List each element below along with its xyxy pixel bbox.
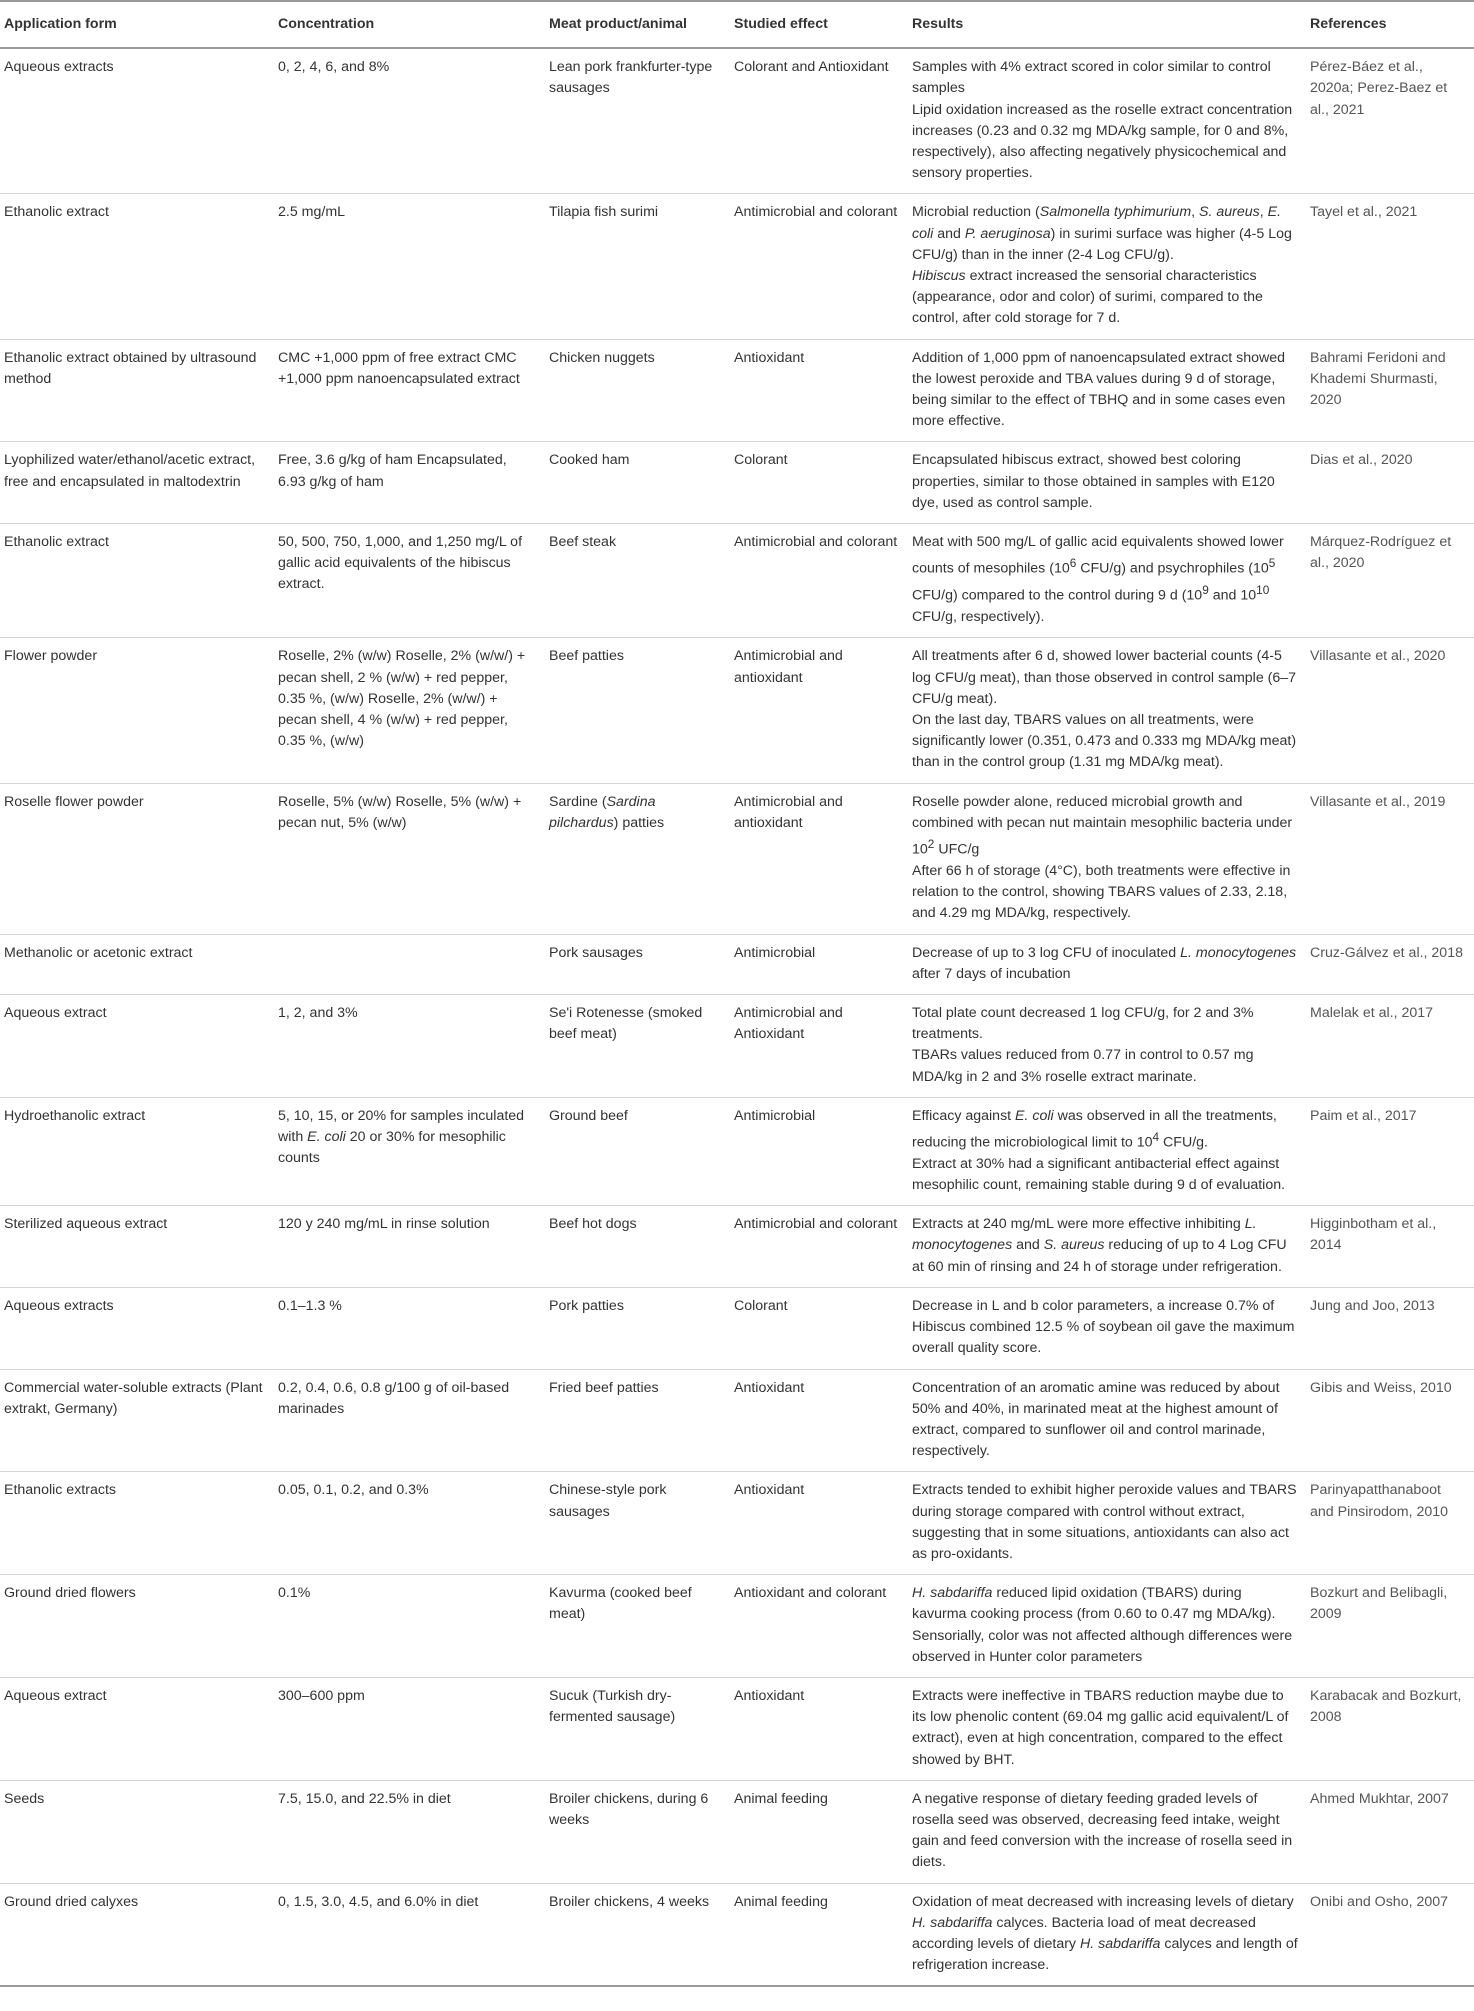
cell-meat-product: Broiler chickens, during 6 weeks: [545, 1780, 730, 1883]
cell-concentration: 0.2, 0.4, 0.6, 0.8 g/100 g of oil-based marinades: [274, 1369, 545, 1472]
cell-reference[interactable]: Karabacak and Bozkurt, 2008: [1306, 1677, 1474, 1780]
cell-results: Total plate count decreased 1 log CFU/g, for 2 and 3% treatments. TBARs values reduced from 0.77 in control to 0.57 mg MDA/kg in 2 and 3% roselle extract marinate.: [908, 994, 1306, 1097]
cell-results: Extracts tended to exhibit higher peroxide values and TBARS during storage compared with control without extract, suggesting that in some situations, antioxidants can also act as pro-oxidants.: [908, 1472, 1306, 1575]
cell-studied-effect: Animal feeding: [730, 1780, 908, 1883]
cell-application-form: Ethanolic extracts: [0, 1472, 274, 1575]
cell-reference[interactable]: Jung and Joo, 2013: [1306, 1287, 1474, 1369]
table-row: [0, 1780, 1474, 1883]
cell-results: Concentration of an aromatic amine was reduced by about 50% and 40%, in marinated meat at the highest amount of extract, compared to sunflower oil and control marinade, respectively.: [908, 1369, 1306, 1472]
cell-concentration: Free, 3.6 g/kg of ham Encapsulated, 6.93 g/kg of ham: [274, 442, 545, 524]
cell-application-form: Sterilized aqueous extract: [0, 1206, 274, 1288]
table-body: [0, 48, 1474, 1986]
cell-studied-effect: Antimicrobial: [730, 1097, 908, 1206]
cell-studied-effect: Antimicrobial and colorant: [730, 1206, 908, 1288]
table-row: [0, 194, 1474, 339]
cell-concentration: 5, 10, 15, or 20% for samples inculated with E. coli 20 or 30% for mesophilic counts: [274, 1097, 545, 1206]
cell-results: H. sabdariffa reduced lipid oxidation (TBARS) during kavurma cooking process (from 0.60 to 0.47 mg MDA/kg). Sensorially, color was not affected although differences were observed in Hunter color parameters: [908, 1575, 1306, 1678]
cell-meat-product: Sucuk (Turkish dry-fermented sausage): [545, 1677, 730, 1780]
cell-studied-effect: Animal feeding: [730, 1883, 908, 1986]
cell-reference[interactable]: Cruz-Gálvez et al., 2018: [1306, 934, 1474, 994]
table-row: [0, 1575, 1474, 1678]
cell-results: A negative response of dietary feeding graded levels of rosella seed was observed, decreasing feed intake, weight gain and feed conversion with the increase of rosella seed in diets.: [908, 1780, 1306, 1883]
cell-application-form: Methanolic or acetonic extract: [0, 934, 274, 994]
cell-application-form: Ground dried calyxes: [0, 1883, 274, 1986]
cell-studied-effect: Antioxidant: [730, 339, 908, 442]
cell-reference[interactable]: Paim et al., 2017: [1306, 1097, 1474, 1206]
cell-meat-product: Beef steak: [545, 524, 730, 638]
table-row: [0, 339, 1474, 442]
cell-results: Microbial reduction (Salmonella typhimurium, S. aureus, E. coli and P. aeruginosa) in surimi surface was higher (4-5 Log CFU/g) than in the inner (2-4 Log CFU/g). Hibiscus extract increased the sensorial characteristics (appearance, odor and color) of surimi, compared to the control, after cold storage for 7 d.: [908, 194, 1306, 339]
cell-concentration: 300–600 ppm: [274, 1677, 545, 1780]
table-row: [0, 442, 1474, 524]
cell-concentration: [274, 934, 545, 994]
cell-reference[interactable]: Malelak et al., 2017: [1306, 994, 1474, 1097]
cell-meat-product: Cooked ham: [545, 442, 730, 524]
table-row: [0, 783, 1474, 934]
cell-results: Oxidation of meat decreased with increasing levels of dietary H. sabdariffa calyces. Bacteria load of meat decreased according levels of dietary H. sabdariffa calyces and length of refrigeration increase.: [908, 1883, 1306, 1986]
cell-meat-product: Se'i Rotenesse (smoked beef meat): [545, 994, 730, 1097]
table-row: [0, 1883, 1474, 1986]
cell-concentration: 1, 2, and 3%: [274, 994, 545, 1097]
cell-reference[interactable]: Parinyapatthanaboot and Pinsirodom, 2010: [1306, 1472, 1474, 1575]
cell-studied-effect: Antimicrobial and Antioxidant: [730, 994, 908, 1097]
header-meat-product: Meat product/animal: [545, 1, 730, 48]
cell-meat-product: Sardine (Sardina pilchardus) patties: [545, 783, 730, 934]
header-references: References: [1306, 1, 1474, 48]
cell-studied-effect: Colorant and Antioxidant: [730, 48, 908, 194]
cell-reference[interactable]: Dias et al., 2020: [1306, 442, 1474, 524]
cell-meat-product: Ground beef: [545, 1097, 730, 1206]
cell-results: Samples with 4% extract scored in color similar to control samples Lipid oxidation increased as the roselle extract concentration increases (0.23 and 0.32 mg MDA/kg sample, for 0 and 8%, respectively), also affecting negatively physicochemical and sensory properties.: [908, 48, 1306, 194]
cell-application-form: Aqueous extract: [0, 994, 274, 1097]
cell-results: Roselle powder alone, reduced microbial growth and combined with pecan nut maintain mesophilic bacteria under $10^2$ UFC/g After 66 h of storage (4°C), both treatments were effective in relation to the control, showing TBARS values of 2.33, 2.18, and 4.29 mg MDA/kg, respectively.: [908, 783, 1306, 934]
header-concentration: Concentration: [274, 1, 545, 48]
table-row: [0, 1677, 1474, 1780]
cell-results: Extracts were ineffective in TBARS reduction maybe due to its low phenolic content (69.04 mg gallic acid equivalent/L of extract), even at high concentration, compared to the effect showed by BHT.: [908, 1677, 1306, 1780]
header-studied-effect: Studied effect: [730, 1, 908, 48]
cell-results: Meat with 500 mg/L of gallic acid equivalents showed lower counts of mesophiles ($10^6$ CFU/g) and psychrophiles ($10^5$ CFU/g) compared to the control during 9 d ($10^9$ and $10^{10}$ CFU/g, respectively).: [908, 524, 1306, 638]
cell-application-form: Lyophilized water/ethanol/acetic extract, free and encapsulated in maltodextrin: [0, 442, 274, 524]
table-row: [0, 1287, 1474, 1369]
cell-meat-product: Chinese-style pork sausages: [545, 1472, 730, 1575]
cell-application-form: Seeds: [0, 1780, 274, 1883]
cell-meat-product: Broiler chickens, 4 weeks: [545, 1883, 730, 1986]
cell-meat-product: Chicken nuggets: [545, 339, 730, 442]
cell-reference[interactable]: Pérez-Báez et al., 2020a; Perez-Baez et al., 2021: [1306, 48, 1474, 194]
cell-meat-product: Lean pork frankfurter-type sausages: [545, 48, 730, 194]
table-row: [0, 1206, 1474, 1288]
cell-reference[interactable]: Gibis and Weiss, 2010: [1306, 1369, 1474, 1472]
cell-concentration: 0.1–1.3 %: [274, 1287, 545, 1369]
cell-studied-effect: Antioxidant: [730, 1472, 908, 1575]
cell-concentration: 0.05, 0.1, 0.2, and 0.3%: [274, 1472, 545, 1575]
cell-concentration: 2.5 mg/mL: [274, 194, 545, 339]
cell-studied-effect: Antioxidant: [730, 1369, 908, 1472]
cell-concentration: 0, 2, 4, 6, and 8%: [274, 48, 545, 194]
cell-reference[interactable]: Onibi and Osho, 2007: [1306, 1883, 1474, 1986]
cell-concentration: Roselle, 2% (w/w) Roselle, 2% (w/w/) + pecan shell, 2 % (w/w) + red pepper, 0.35 %, (w/w) Roselle, 2% (w/w/) + pecan shell, 4 % (w/w) + red pepper, 0.35 %, (w/w): [274, 638, 545, 783]
cell-reference[interactable]: Higginbotham et al., 2014: [1306, 1206, 1474, 1288]
cell-results: Decrease of up to 3 log CFU of inoculated L. monocytogenes after 7 days of incubation: [908, 934, 1306, 994]
cell-studied-effect: Antimicrobial and antioxidant: [730, 783, 908, 934]
cell-meat-product: Tilapia fish surimi: [545, 194, 730, 339]
header-results: Results: [908, 1, 1306, 48]
cell-concentration: CMC +1,000 ppm of free extract CMC +1,000 ppm nanoencapsulated extract: [274, 339, 545, 442]
cell-meat-product: Beef hot dogs: [545, 1206, 730, 1288]
cell-studied-effect: Antioxidant: [730, 1677, 908, 1780]
table-row: [0, 1472, 1474, 1575]
cell-studied-effect: Antioxidant and colorant: [730, 1575, 908, 1678]
cell-results: Decrease in L and b color parameters, a increase 0.7% of Hibiscus combined 12.5 % of soybean oil gave the maximum overall quality score.: [908, 1287, 1306, 1369]
cell-concentration: 120 y 240 mg/mL in rinse solution: [274, 1206, 545, 1288]
cell-application-form: Flower powder: [0, 638, 274, 783]
cell-concentration: 0, 1.5, 3.0, 4.5, and 6.0% in diet: [274, 1883, 545, 1986]
cell-concentration: Roselle, 5% (w/w) Roselle, 5% (w/w) + pecan nut, 5% (w/w): [274, 783, 545, 934]
cell-application-form: Hydroethanolic extract: [0, 1097, 274, 1206]
cell-meat-product: Beef patties: [545, 638, 730, 783]
cell-meat-product: Pork sausages: [545, 934, 730, 994]
cell-studied-effect: Antimicrobial and colorant: [730, 194, 908, 339]
table-row: [0, 638, 1474, 783]
table-row: [0, 934, 1474, 994]
cell-meat-product: Fried beef patties: [545, 1369, 730, 1472]
cell-application-form: Aqueous extracts: [0, 48, 274, 194]
cell-reference[interactable]: Tayel et al., 2021: [1306, 194, 1474, 339]
cell-application-form: Aqueous extracts: [0, 1287, 274, 1369]
table-row: [0, 994, 1474, 1097]
cell-reference[interactable]: Márquez-Rodríguez et al., 2020: [1306, 524, 1474, 638]
cell-studied-effect: Colorant: [730, 1287, 908, 1369]
cell-application-form: Roselle flower powder: [0, 783, 274, 934]
table-row: [0, 1369, 1474, 1472]
cell-results: All treatments after 6 d, showed lower bacterial counts (4-5 log CFU/g meat), than those observed in control sample (6–7 CFU/g meat). On the last day, TBARS values on all treatments, were significantly lower (0.351, 0.473 and 0.333 mg MDA/kg meat) than in the control group (1.31 mg MDA/kg meat).: [908, 638, 1306, 783]
cell-application-form: Ground dried flowers: [0, 1575, 274, 1678]
cell-meat-product: Kavurma (cooked beef meat): [545, 1575, 730, 1678]
cell-concentration: 50, 500, 750, 1,000, and 1,250 mg/L of gallic acid equivalents of the hibiscus extract.: [274, 524, 545, 638]
table-row: [0, 1097, 1474, 1206]
cell-reference[interactable]: Bahrami Feridoni and Khademi Shurmasti, 2020: [1306, 339, 1474, 442]
cell-results: Encapsulated hibiscus extract, showed best coloring properties, similar to those obtained in samples with E120 dye, used as control sample.: [908, 442, 1306, 524]
cell-reference[interactable]: Villasante et al., 2020: [1306, 638, 1474, 783]
cell-application-form: Ethanolic extract obtained by ultrasound method: [0, 339, 274, 442]
table-row: [0, 48, 1474, 194]
cell-studied-effect: Colorant: [730, 442, 908, 524]
cell-application-form: Aqueous extract: [0, 1677, 274, 1780]
cell-reference[interactable]: Ahmed Mukhtar, 2007: [1306, 1780, 1474, 1883]
cell-reference[interactable]: Bozkurt and Belibagli, 2009: [1306, 1575, 1474, 1678]
cell-studied-effect: Antimicrobial and antioxidant: [730, 638, 908, 783]
cell-concentration: 0.1%: [274, 1575, 545, 1678]
cell-results: Addition of 1,000 ppm of nanoencapsulated extract showed the lowest peroxide and TBA values during 9 d of storage, being similar to the effect of TBHQ and in some cases even more effective.: [908, 339, 1306, 442]
cell-meat-product: Pork patties: [545, 1287, 730, 1369]
cell-studied-effect: Antimicrobial and colorant: [730, 524, 908, 638]
header-row: [0, 1, 1474, 48]
cell-reference[interactable]: Villasante et al., 2019: [1306, 783, 1474, 934]
table-header: [0, 1, 1474, 48]
header-application-form: Application form: [0, 1, 274, 48]
table-row: [0, 524, 1474, 638]
cell-results: Extracts at 240 mg/mL were more effective inhibiting L. monocytogenes and S. aureus reducing of up to 4 Log CFU at 60 min of rinsing and 24 h of storage under refrigeration.: [908, 1206, 1306, 1288]
cell-studied-effect: Antimicrobial: [730, 934, 908, 994]
cell-application-form: Ethanolic extract: [0, 524, 274, 638]
cell-application-form: Ethanolic extract: [0, 194, 274, 339]
cell-results: Efficacy against E. coli was observed in all the treatments, reducing the microbiological limit to $10^4$ CFU/g. Extract at 30% had a significant antibacterial effect against mesophilic count, remaining stable during 9 d of evaluation.: [908, 1097, 1306, 1206]
cell-application-form: Commercial water-soluble extracts (Plant extrakt, Germany): [0, 1369, 274, 1472]
cell-concentration: 7.5, 15.0, and 22.5% in diet: [274, 1780, 545, 1883]
